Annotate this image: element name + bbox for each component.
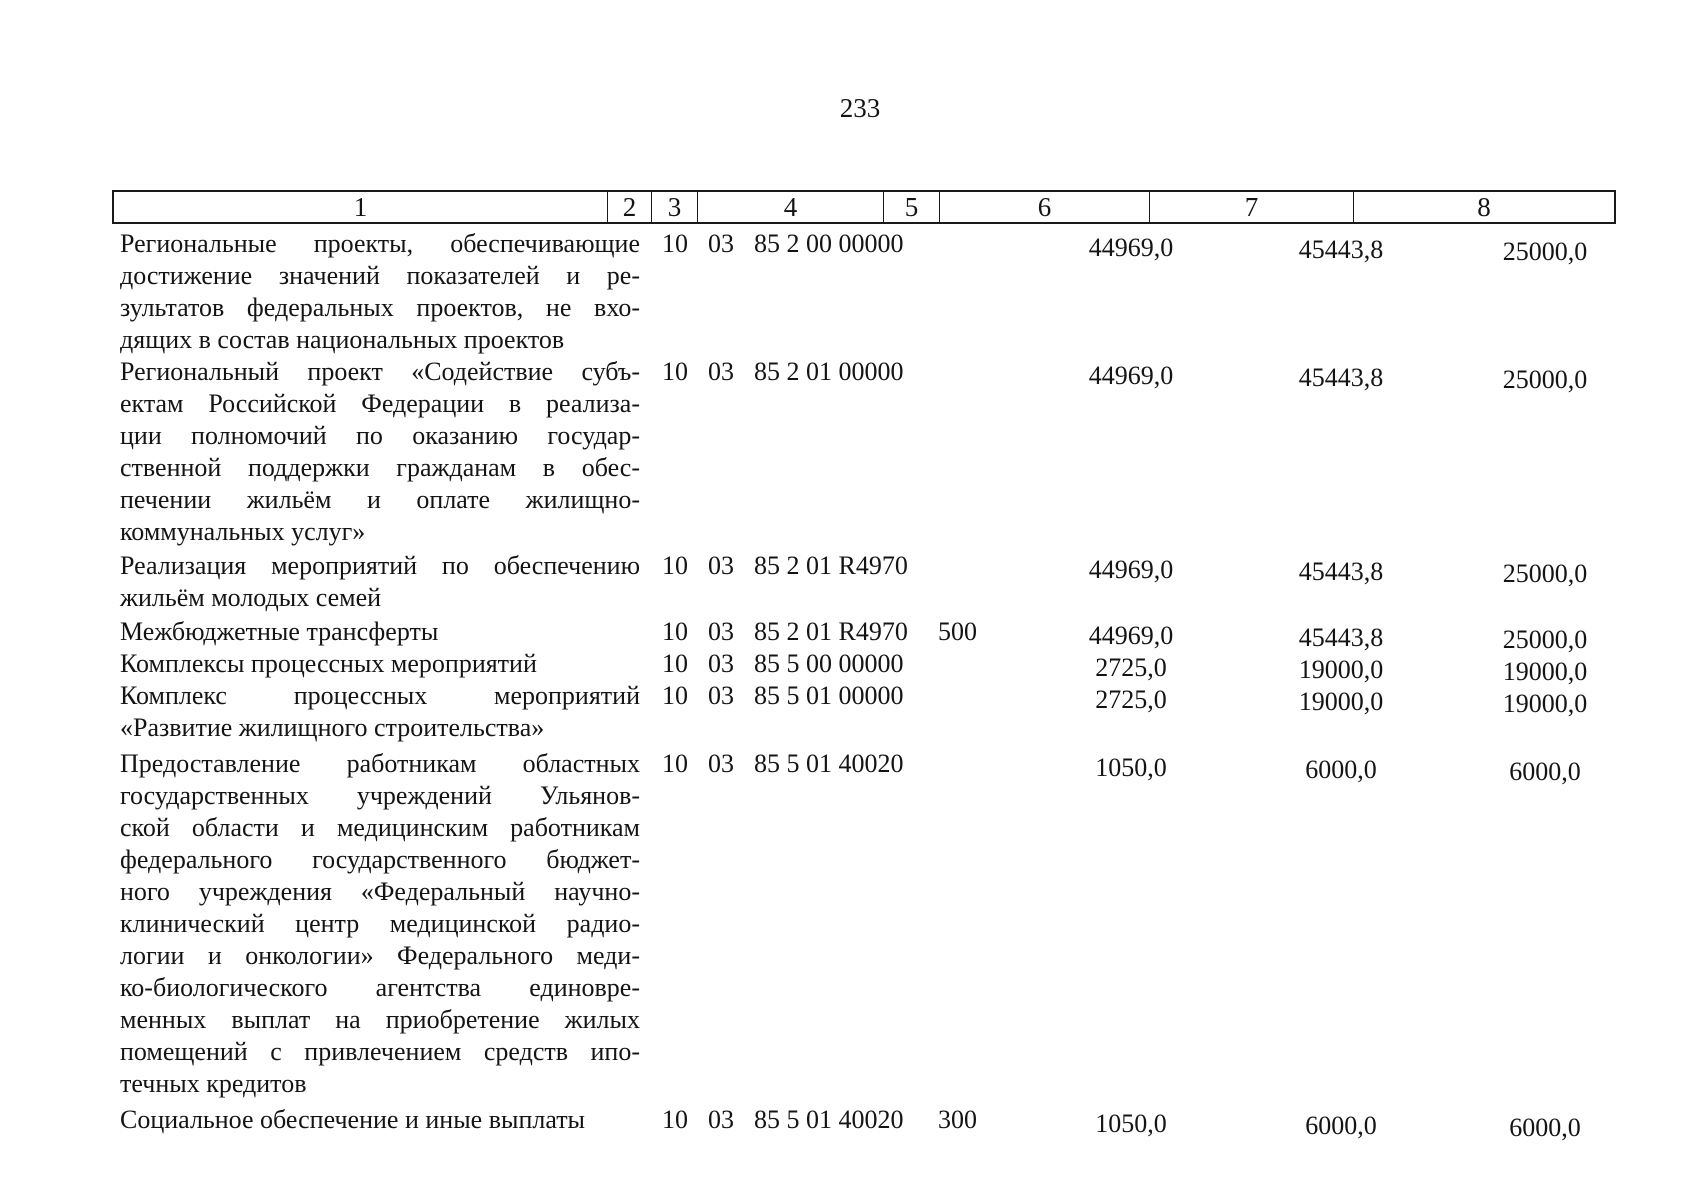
cell-col-7: 45443,8	[1298, 235, 1384, 264]
cell-col-4: 85 2 01 R4970	[754, 551, 908, 580]
row-name-line: течных кредитов	[120, 1069, 307, 1098]
row-name-line: печении жильём и оплате жилищно-	[120, 485, 640, 514]
table-row	[120, 1104, 1620, 1142]
cell-col-2: 10	[662, 649, 688, 678]
row-name-line: государственных учреждений Ульянов-	[120, 781, 640, 810]
cell-col-6: 44969,0	[1088, 361, 1174, 390]
row-name-line: ко-биологического агентства единовре-	[120, 973, 640, 1002]
header-cell-3: 3	[652, 192, 698, 222]
table-row	[120, 648, 1620, 686]
cell-col-6: 44969,0	[1088, 233, 1174, 262]
row-name-line: Региональный проект «Содействие субъ-	[120, 357, 640, 386]
cell-col-8: 19000,0	[1502, 689, 1588, 718]
cell-col-6: 1050,0	[1095, 753, 1167, 782]
cell-col-2: 10	[662, 357, 688, 386]
cell-col-7: 45443,8	[1298, 557, 1384, 586]
cell-col-6: 2725,0	[1095, 653, 1167, 682]
cell-col-3: 03	[708, 1105, 734, 1134]
row-name-line: ственной поддержки гражданам в обес-	[120, 453, 640, 482]
cell-col-4: 85 5 01 40020	[754, 1105, 904, 1134]
cell-col-5: 500	[938, 617, 977, 646]
page-number: 233	[839, 93, 881, 123]
cell-col-3: 03	[708, 649, 734, 678]
cell-col-5: 300	[938, 1105, 977, 1134]
cell-col-4: 85 2 01 00000	[754, 357, 904, 386]
header-cell-4: 4	[698, 192, 884, 222]
row-name-line: клинический центр медицинской радио-	[120, 909, 640, 938]
cell-col-8: 19000,0	[1502, 657, 1588, 686]
cell-col-7: 45443,8	[1298, 363, 1384, 392]
cell-col-8: 25000,0	[1502, 625, 1588, 654]
header-cell-7: 7	[1150, 192, 1354, 222]
table-body	[120, 228, 1620, 1142]
header-cell-5: 5	[884, 192, 940, 222]
cell-col-8: 6000,0	[1509, 1113, 1581, 1142]
row-name	[120, 550, 640, 614]
cell-col-6: 44969,0	[1088, 621, 1174, 650]
row-name	[120, 648, 640, 680]
row-name-line: зультатов федеральных проектов, не вхо-	[120, 293, 640, 322]
header-cell-2: 2	[608, 192, 652, 222]
row-name	[120, 680, 640, 744]
cell-col-8: 25000,0	[1502, 559, 1588, 588]
row-name-line: Реализация мероприятий по обеспечению	[120, 551, 640, 580]
row-name-line: логии и онкологии» Федерального меди-	[120, 941, 640, 970]
row-name-line: Предоставление работникам областных	[120, 749, 640, 778]
table-row	[120, 228, 1620, 356]
row-name-line: федерального государственного бюджет-	[120, 845, 640, 874]
table-header	[112, 190, 1616, 224]
cell-col-3: 03	[708, 681, 734, 710]
header-cell-1: 1	[114, 192, 608, 222]
row-name-line: Комплекс процессных мероприятий	[120, 681, 640, 710]
row-name-line: ного учреждения «Федеральный научно-	[120, 877, 640, 906]
row-name-line: ции полномочий по оказанию государ-	[120, 421, 640, 450]
row-name	[120, 748, 640, 1100]
cell-col-6: 1050,0	[1095, 1109, 1167, 1138]
table-row	[120, 748, 1620, 1100]
row-name-line: жильём молодых семей	[120, 583, 382, 612]
cell-col-8: 25000,0	[1502, 365, 1588, 394]
table-row	[120, 616, 1620, 654]
cell-col-2: 10	[662, 749, 688, 778]
row-name	[120, 616, 640, 648]
row-name-line: помещений с привлечением средств ипо-	[120, 1037, 640, 1066]
cell-col-7: 6000,0	[1305, 1111, 1377, 1140]
cell-col-3: 03	[708, 357, 734, 386]
row-name-line: достижение значений показателей и ре-	[120, 261, 640, 290]
row-name-line: Комплексы процессных мероприятий	[120, 649, 537, 678]
row-name-line: ектам Российской Федерации в реализа-	[120, 389, 640, 418]
row-name-line: Региональные проекты, обеспечивающие	[120, 229, 640, 258]
table-row	[120, 680, 1620, 744]
cell-col-2: 10	[662, 617, 688, 646]
row-name-line: ской области и медицинским работникам	[120, 813, 640, 842]
cell-col-7: 19000,0	[1298, 687, 1384, 716]
row-name-line: «Развитие жилищного строительства»	[120, 713, 545, 742]
cell-col-3: 03	[708, 617, 734, 646]
cell-col-2: 10	[662, 681, 688, 710]
row-name	[120, 228, 640, 356]
row-name-line: коммунальных услуг»	[120, 517, 366, 546]
row-name	[120, 356, 640, 548]
table-row	[120, 550, 1620, 614]
cell-col-7: 45443,8	[1298, 623, 1384, 652]
table-row	[120, 356, 1620, 548]
cell-col-8: 25000,0	[1502, 237, 1588, 266]
cell-col-2: 10	[662, 229, 688, 258]
cell-col-3: 03	[708, 749, 734, 778]
row-name-line: Межбюджетные трансферты	[120, 617, 439, 646]
row-name-line: менных выплат на приобретение жилых	[120, 1005, 640, 1034]
cell-col-7: 19000,0	[1298, 655, 1384, 684]
cell-col-4: 85 5 00 00000	[754, 649, 904, 678]
row-name-line: дящих в состав национальных проектов	[120, 325, 565, 354]
row-name	[120, 1104, 640, 1136]
cell-col-7: 6000,0	[1305, 755, 1377, 784]
cell-col-2: 10	[662, 551, 688, 580]
cell-col-3: 03	[708, 229, 734, 258]
cell-col-4: 85 2 01 R4970	[754, 617, 908, 646]
cell-col-3: 03	[708, 551, 734, 580]
cell-col-6: 2725,0	[1095, 685, 1167, 714]
cell-col-2: 10	[662, 1105, 688, 1134]
cell-col-6: 44969,0	[1088, 555, 1174, 584]
cell-col-4: 85 2 00 00000	[754, 229, 904, 258]
cell-col-4: 85 5 01 00000	[754, 681, 904, 710]
row-name-line: Социальное обеспечение и иные выплаты	[120, 1105, 586, 1134]
header-cell-8: 8	[1477, 192, 1491, 222]
header-cell-6: 6	[940, 192, 1150, 222]
cell-col-4: 85 5 01 40020	[754, 749, 904, 778]
cell-col-8: 6000,0	[1509, 757, 1581, 786]
